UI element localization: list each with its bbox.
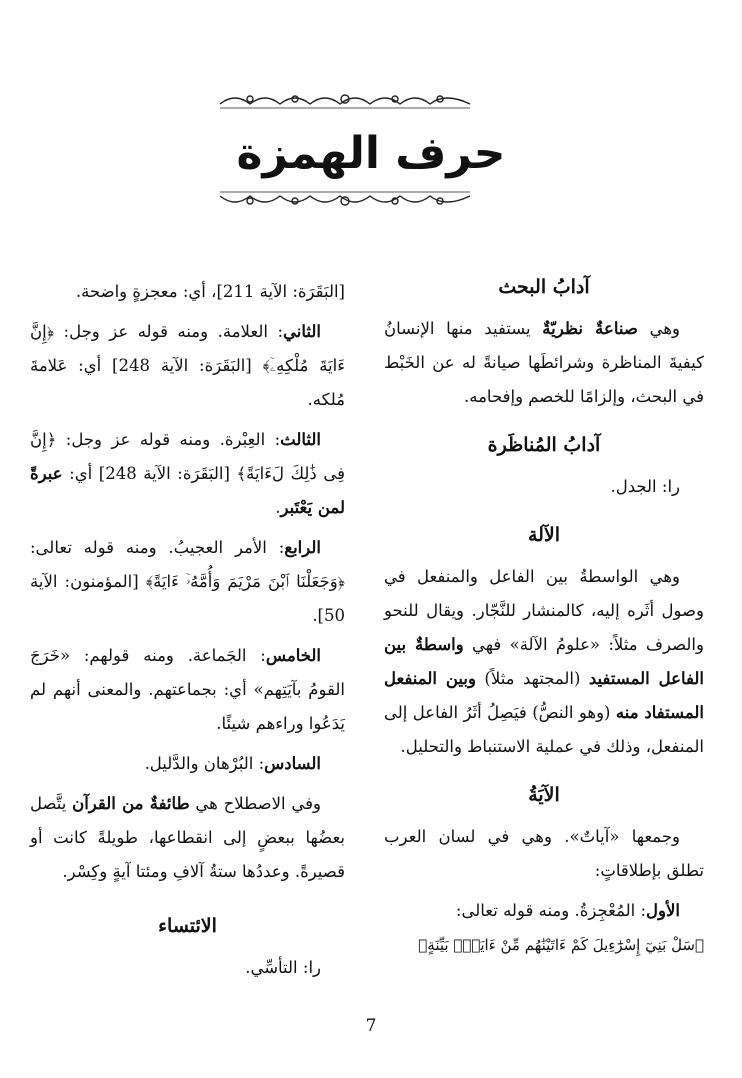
entry-body: السادس: البُرْهان والدَّليل. (144, 754, 321, 773)
entry-heading: الآيَةُ (528, 784, 560, 806)
top-ornament (215, 90, 475, 112)
left-column (30, 275, 345, 985)
entry-body: الأول: المُعْجِزةُ. ومنه قوله تعالى: (455, 901, 680, 920)
page-number: 7 (365, 1016, 377, 1036)
page-title: حرف الهمزة (236, 128, 506, 179)
entry-heading: آدابُ المُناظَرة (487, 434, 601, 456)
entry-body: الرابع: الأمر العجيبُ. ومنه قوله تعالى: ﴿وَجَعَلْنَا ٱبْنَ مَرْيَمَ وَأُمَّهُۥٓ ءَايَةً﴾ [المؤمنون: الآية 50]. (30, 538, 345, 625)
entry-body: [البَقَرَة: الآية 211]، أي: معجزةٍ واضحة. (75, 282, 345, 301)
entry-heading: الائتساء (158, 915, 217, 937)
entry-heading: الآلة (527, 524, 561, 546)
right-column (384, 270, 704, 962)
entry-body: وهي الواسطةُ بين الفاعل والمنفعل في وصول أثَره إليه، كالمنشار للنَّجّار. ويقال للنحو والصرف مثلاً: «علومُ الآلة» فهي واسطةٌ بين الفاعل المستفيد (المجتهد مثلاً) وبين المنفعل المستفاد منه (وهو النصُّ) فيَصِلُ أثَرُ الفاعل إلى المنفعل، وذلك في عملية الاستنباط والتحليل. (384, 567, 705, 756)
entry-body: وفي الاصطلاح هي طائفةٌ من القرآن يتَّصل بعضُها ببعضٍ إلى انقطاعها، طويلةً كانت أو قصيرةً. وعددُها ستةُ آلافِ ومئتا آيةٍ وكِسْر. (30, 794, 345, 881)
entry-body: وهي صناعةٌ نظريّةٌ يستفيد منها الإنسانُ كيفيةَ المناظرة وشرائطَها صيانةً له عن الخَبْط في البحث، وإلزامًا للخصم وإفحامه. (384, 319, 704, 406)
entry-body: را: التأسِّي. (245, 958, 321, 977)
entry-body: را: الجدل. (610, 477, 680, 496)
quran-verse: ﴿سَلْ بَنِيٓ إِسْرَٰٓءِيلَ كَمْ ءَاتَيْنَٰهُم مِّنْ ءَايَةٍۭ بَيِّنَةٍ﴾ (418, 936, 704, 954)
entry-body: الثالث: العِبْرة. ومنه قوله عز وجل: ﴿إِنَّ فِى ذَٰلِكَ لَءَايَةً﴾ [البَقَرَة: الآية 248] أي: عبرةً لمن يَعْتَبر. (30, 430, 345, 517)
entry-body: الثاني: العلامة. ومنه قوله عز وجل: ﴿إِنَّ ءَايَةَ مُلْكِهِۦٓ﴾ [البَقَرَة: الآية 248] أي: عَلامةَ مُلكه. (30, 322, 345, 409)
entry-body: الخامس: الجَماعة. ومنه قولهم: «خَرَجَ القومُ بآيَتِهم» أي: بجماعتهم. والمعنى أنهم لم يَدَعُوا وراءهم شيئًا. (30, 646, 345, 733)
bottom-ornament (215, 188, 475, 210)
entry-heading: آدابُ البحث (498, 276, 590, 298)
entry-body: وجمعها «آياتٌ». وهي في لسان العرب تطلق بإطلاقاتٍ: (384, 827, 704, 880)
